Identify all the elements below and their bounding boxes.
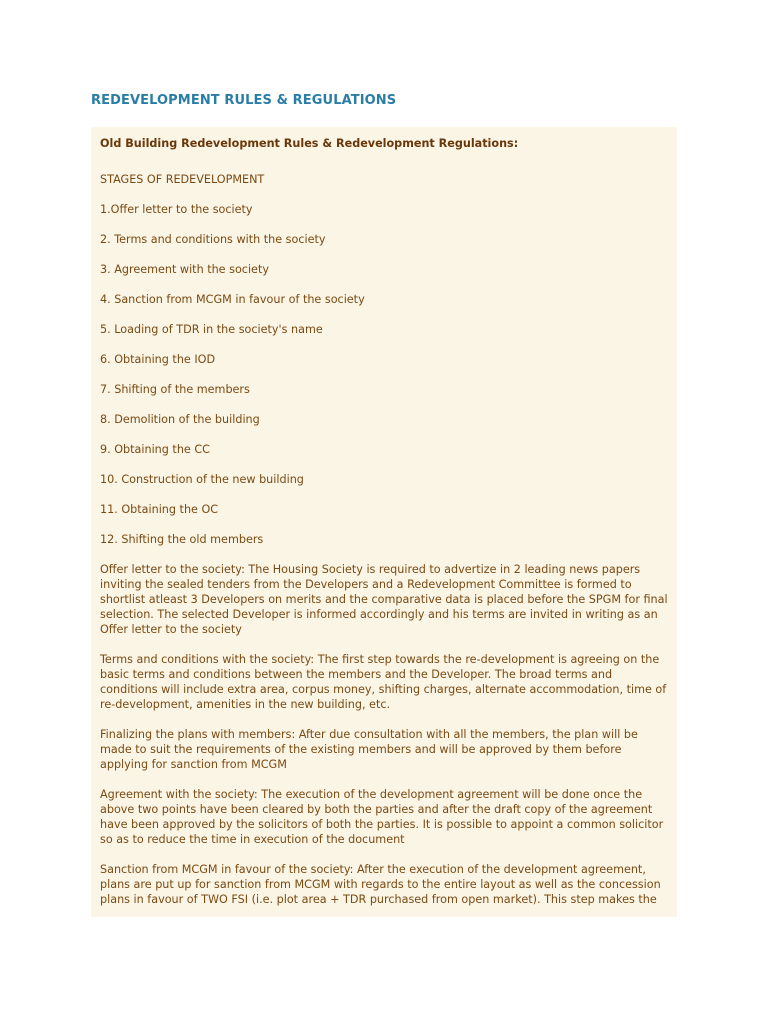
stages-list xyxy=(100,202,669,548)
stage-item: 1.Offer letter to the society xyxy=(100,203,253,216)
paragraph-finalizing-plans: Finalizing the plans with members: After due consultation with all the members, the plan will be made to suit the requirements of the existing members and will be approved by them before applying for sanction from MCGM xyxy=(100,728,638,771)
stage-item: 5. Loading of TDR in the society's name xyxy=(100,323,323,336)
stage-item: 9. Obtaining the CC xyxy=(100,443,210,456)
paragraph-offer-letter: Offer letter to the society: The Housing Society is required to advertize in 2 leading news papers inviting the sealed tenders from the Developers and a Redevelopment Committee is formed to shortlist atleast 3 Developers on merits and the comparative data is placed before the SPGM for final selection. The selected Developer is informed accordingly and his terms are invited in writing as an Offer letter to the society xyxy=(100,563,668,636)
stage-item: 10. Construction of the new building xyxy=(100,473,304,486)
stage-item: 6. Obtaining the IOD xyxy=(100,353,216,366)
paragraph-sanction: Sanction from MCGM in favour of the society: After the execution of the development agreement, plans are put up for sanction from MCGM with regards to the entire layout as well as the concession plans in favour of TWO FSI (i.e. plot area + TDR purchased from open market). This step makes the xyxy=(100,863,661,906)
content-box xyxy=(91,127,677,917)
paragraph-terms-conditions: Terms and conditions with the society: The first step towards the re-development is agreeing on the basic terms and conditions between the members and the Developer. The broad terms and conditions will include extra area, corpus money, shifting charges, alternate accommodation, time of re-development, amenities in the new building, etc. xyxy=(100,653,667,711)
stages-heading: STAGES OF REDEVELOPMENT xyxy=(100,173,265,186)
page-heading: REDEVELOPMENT RULES & REGULATIONS xyxy=(91,93,397,108)
stage-item: 3. Agreement with the society xyxy=(100,263,269,276)
stage-item: 2. Terms and conditions with the society xyxy=(100,233,326,246)
stage-item: 4. Sanction from MCGM in favour of the society xyxy=(100,293,365,306)
stage-item: 7. Shifting of the members xyxy=(100,383,250,396)
stage-item: 8. Demolition of the building xyxy=(100,413,260,426)
paragraph-agreement: Agreement with the society: The execution of the development agreement will be done once the above two points have been cleared by both the parties and after the draft copy of the agreement have been approved by the solicitors of both the parties. It is possible to appoint a common solicitor so as to reduce the time in execution of the document xyxy=(100,788,664,846)
section-title: Old Building Redevelopment Rules & Redevelopment Regulations: xyxy=(100,137,519,150)
stage-item: 12. Shifting the old members xyxy=(100,533,264,546)
paragraphs xyxy=(100,562,669,907)
stage-item: 11. Obtaining the OC xyxy=(100,503,219,516)
